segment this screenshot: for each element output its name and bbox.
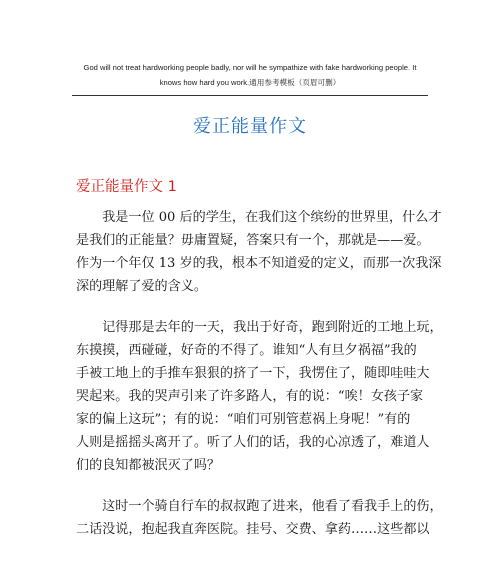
- text-line: 是我们的正能量？毋庸置疑，答案只有一个，那就是——爱。: [76, 233, 430, 248]
- paragraph: [76, 316, 443, 477]
- text-line: 深的理解了爱的含义。: [76, 279, 207, 294]
- text-line: 们的良知都被泯灭了吗？: [76, 458, 221, 473]
- text-line: 作为一个年仅 13 岁的我，根本不知道爱的定义，而那一次我深: [76, 256, 442, 271]
- text-line: 哭起来。我的哭声引来了许多路人，有的说：“唉！女孩子家: [76, 389, 424, 404]
- text-line: 二话没说，抱起我直奔医院。挂号、交费、拿药……这些都以: [76, 522, 430, 537]
- paragraph: [76, 206, 442, 298]
- text-line: 人则是摇摇头离开了。听了人们的话，我的心凉透了，难道人: [76, 435, 430, 450]
- essay-body: [76, 206, 443, 559]
- paragraph: [76, 495, 443, 541]
- text-line: 东摸摸，西碰碰，好奇的不得了。谁知“人有旦夕祸福”我的: [76, 343, 417, 358]
- page-header-note: God will not treat hardworking people badly, nor will he sympathize with fake hardworking people. It knows how hard you work.通用参考模板（页眉可删）: [83, 63, 417, 87]
- text-line: 这时一个骑自行车的叔叔跑了进来，他看了看我手上的伤，: [76, 499, 443, 514]
- text-line: 我是一位 00 后的学生，在我们这个缤纷的世界里，什么才: [76, 210, 442, 225]
- text-line: 记得那是去年的一天，我出于好奇，跑到附近的工地上玩，: [76, 320, 443, 335]
- section-heading: 爱正能量作文 1: [76, 179, 177, 195]
- text-line: 家的偏上这玩”；有的说：“咱们可别管惹祸上身呢！”有的: [76, 412, 411, 427]
- document-title: 爱正能量作文: [193, 116, 307, 137]
- header-divider: [72, 95, 428, 96]
- text-line: 手被工地上的手推车狠狠的挤了一下，我愣住了，随即哇哇大: [76, 366, 430, 381]
